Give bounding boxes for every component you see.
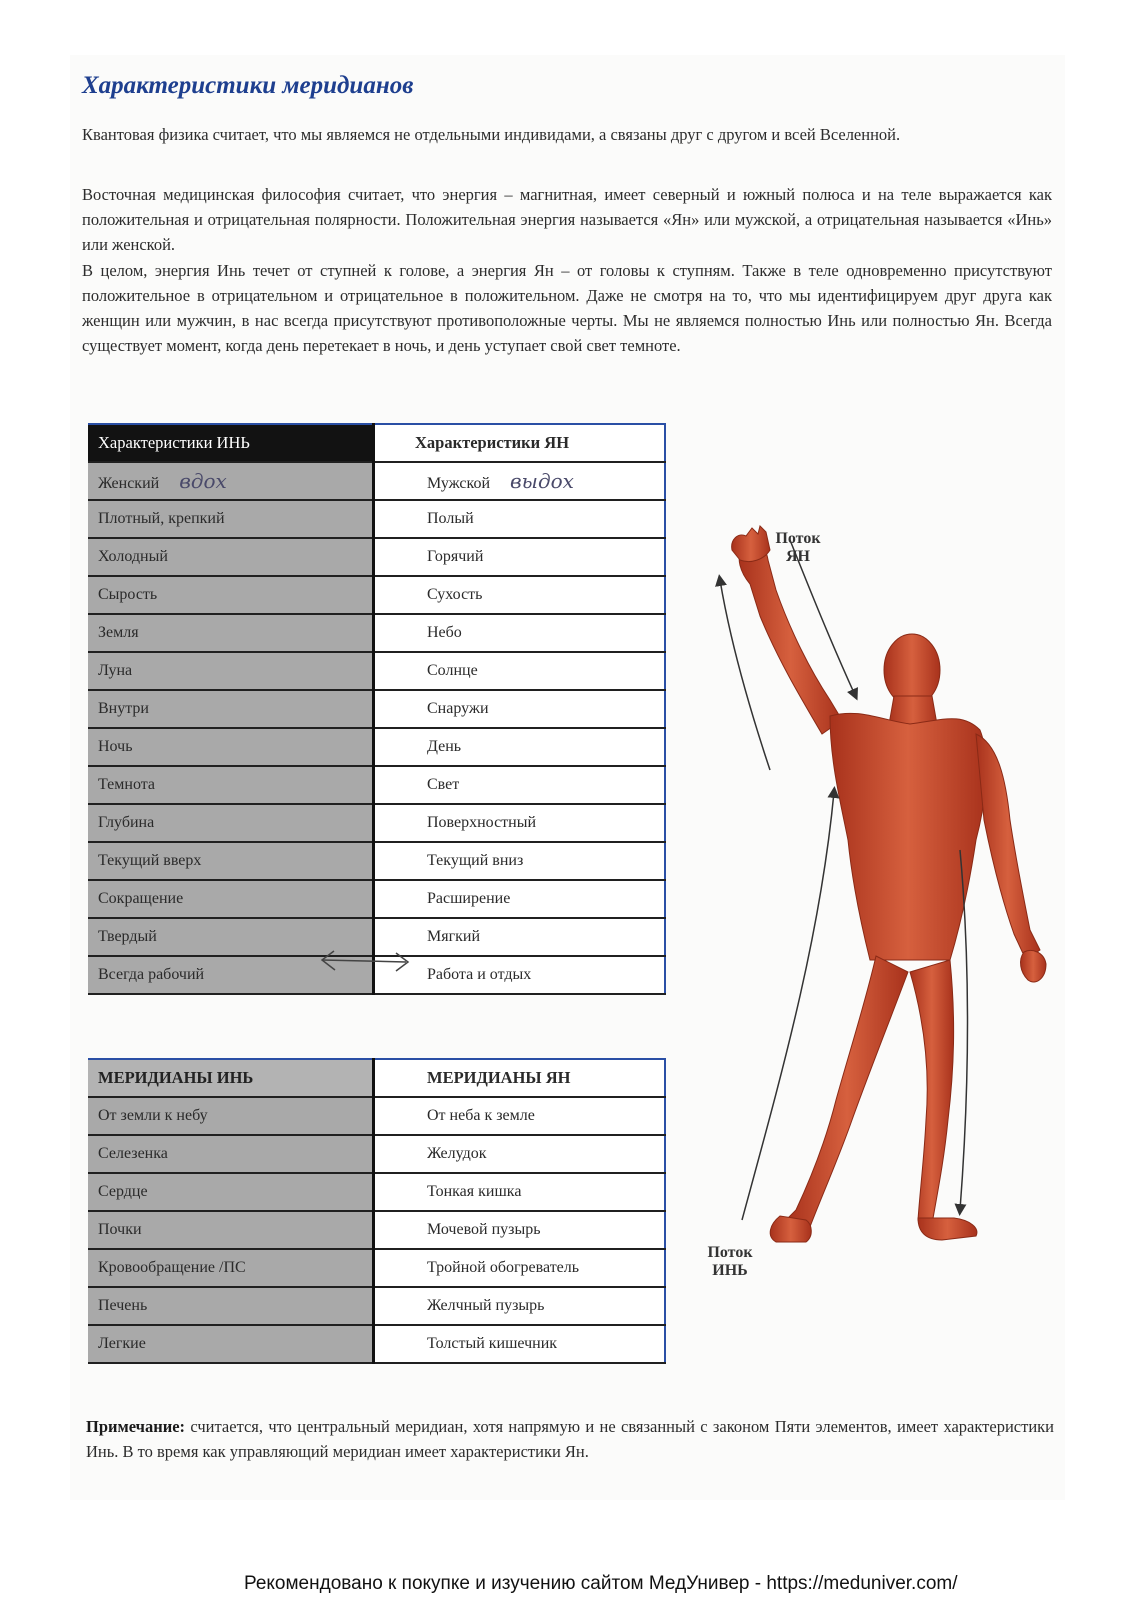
page-title: Характеристики меридианов (82, 72, 414, 99)
characteristics-table (88, 423, 666, 995)
note-text: считается, что центральный меридиан, хотя напрямую и не связанный с законом Пяти элементов, имеет характеристики Инь. В то время как управляющий меридиан имеет характеристики Ян. (86, 1417, 1054, 1461)
energy-flow-paragraph: В целом, энергия Инь течет от ступней к голове, а энергия Ян – от головы к ступням. Также в теле одновременно присутствуют положительное в отрицательном и отрицательное в положительном. Даже не смотря на то, что мы идентифицируем друг друга как женщин или мужчин, в нас всегда присутствуют противоположные черты. Мы не являемся полностью Инь или полностью Ян. Всегда существует момент, когда день перетекает в ночь, и день уступает свой свет темноте. (82, 261, 1052, 355)
table-row (88, 690, 665, 728)
yang-cell: Тонкая кишка (374, 1173, 666, 1211)
yang-cell: Поверхностный (374, 804, 666, 842)
yang-header: Характеристики ЯН (374, 424, 666, 462)
table-row (88, 1135, 665, 1173)
yang-cell: Горячий (374, 538, 666, 576)
yin-cell: Темнота (88, 766, 374, 804)
table-row (88, 1173, 665, 1211)
table-row (88, 538, 665, 576)
yang-cell: Полый (374, 500, 666, 538)
yin-cell: От земли к небу (88, 1097, 374, 1135)
yin-cell: Селезенка (88, 1135, 374, 1173)
note-paragraph (86, 1414, 1054, 1464)
yang-cell: Мочевой пузырь (374, 1211, 666, 1249)
table-row (88, 652, 665, 690)
intro-paragraph: Квантовая физика считает, что мы являемся не отдельными индивидами, а связаны друг с другом и всей Вселенной. (82, 125, 901, 144)
table-row (88, 576, 665, 614)
yang-cell-text: Мужской (427, 475, 491, 492)
yin-flow-label-line: ИНЬ (712, 1262, 748, 1279)
yin-flow-label-line: Поток (707, 1244, 753, 1261)
yin-header: Характеристики ИНЬ (88, 424, 374, 462)
yin-cell: Внутри (88, 690, 374, 728)
yin-cell: Почки (88, 1211, 374, 1249)
table-row (88, 614, 665, 652)
yin-cell: Текущий вверх (88, 842, 374, 880)
muscle-figure-illustration (680, 520, 1070, 1290)
yang-cell: Желчный пузырь (374, 1287, 666, 1325)
yin-cell: Сердце (88, 1173, 374, 1211)
table-row (88, 880, 665, 918)
yin-cell (88, 462, 374, 500)
yang-cell: Свет (374, 766, 666, 804)
yin-cell: Твердый (88, 918, 374, 956)
yin-cell: Земля (88, 614, 374, 652)
yang-flow-label-line: ЯН (786, 548, 810, 565)
yin-cell: Легкие (88, 1325, 374, 1363)
yin-cell: Плотный, крепкий (88, 500, 374, 538)
yang-cell: Мягкий (374, 918, 666, 956)
yin-cell: Кровообращение /ПС (88, 1249, 374, 1287)
yang-cell: Солнце (374, 652, 666, 690)
table-row (88, 500, 665, 538)
handwritten-double-arrow-icon (318, 946, 418, 976)
table-header-row (88, 1059, 665, 1097)
table-row (88, 1325, 665, 1363)
yang-header: МЕРИДИАНЫ ЯН (374, 1059, 666, 1097)
body-silhouette (732, 526, 1046, 1242)
handwritten-note: выдох (510, 469, 574, 493)
yin-cell: Печень (88, 1287, 374, 1325)
yang-cell: Снаружи (374, 690, 666, 728)
footer-recommendation-link[interactable]: Рекомендовано к покупке и изучению сайтом МедУнивер - https://meduniver.com/ (244, 1573, 958, 1594)
yang-cell: Расширение (374, 880, 666, 918)
table-row (88, 766, 665, 804)
meridians-table (88, 1058, 666, 1364)
yang-cell: Толстый кишечник (374, 1325, 666, 1363)
handwritten-note: вдох (179, 469, 227, 493)
yin-header: МЕРИДИАНЫ ИНЬ (88, 1059, 374, 1097)
table-row (88, 1097, 665, 1135)
table-row (88, 842, 665, 880)
table-row (88, 462, 665, 500)
note-label: Примечание: (86, 1417, 186, 1436)
yin-cell: Сокращение (88, 880, 374, 918)
yin-cell: Луна (88, 652, 374, 690)
yang-flow-label-line: Поток (775, 530, 821, 547)
table-row (88, 1211, 665, 1249)
yang-cell: От неба к земле (374, 1097, 666, 1135)
yang-cell: Работа и отдых (374, 956, 666, 994)
yang-cell: Небо (374, 614, 666, 652)
yang-cell (374, 462, 666, 500)
yang-cell: Сухость (374, 576, 666, 614)
table-row (88, 1249, 665, 1287)
yin-cell-text: Женский (98, 475, 160, 492)
table-header-row (88, 424, 665, 462)
yin-cell: Сырость (88, 576, 374, 614)
philosophy-paragraph: Восточная медицинская философия считает, что энергия – магнитная, имеет северный и южный полюса и на теле выражается как положительная и отрицательная полярности. Положительная энергия называется «Ян» или мужской, а отрицательная называется «Инь» или женской. (82, 185, 1052, 254)
yang-cell: Желудок (374, 1135, 666, 1173)
table-row (88, 1287, 665, 1325)
yin-cell: Глубина (88, 804, 374, 842)
table-row (88, 804, 665, 842)
yang-cell: Тройной обогреватель (374, 1249, 666, 1287)
yang-cell: День (374, 728, 666, 766)
yang-cell: Текущий вниз (374, 842, 666, 880)
yin-cell: Ночь (88, 728, 374, 766)
yin-flow-label (700, 1244, 760, 1280)
yin-cell: Всегда рабочий (88, 956, 374, 994)
yang-flow-label (768, 530, 828, 566)
yin-cell: Холодный (88, 538, 374, 576)
table-row (88, 728, 665, 766)
